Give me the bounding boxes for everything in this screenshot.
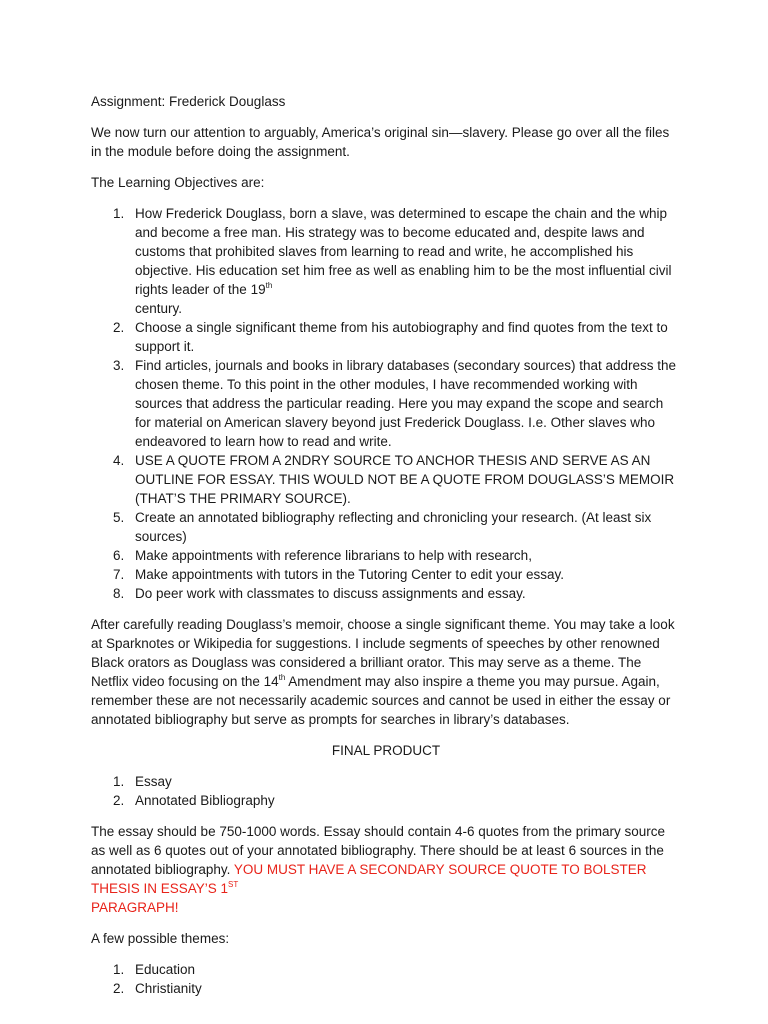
themes-heading: A few possible themes:: [91, 931, 230, 946]
list-item-text: Annotated Bibliography: [135, 793, 275, 808]
themes-list: [91, 960, 681, 998]
list-number: 2.: [113, 793, 125, 808]
final-product-list: [91, 772, 681, 810]
secondary-source-warning-continued: PARAGRAPH!: [91, 900, 179, 915]
list-number: 7.: [113, 567, 125, 582]
list-item-text: Education: [135, 962, 196, 977]
objectives-heading: The Learning Objectives are:: [91, 175, 265, 190]
list-item-text: USE A QUOTE FROM A 2NDRY SOURCE TO ANCHOR THESIS AND SERVE AS AN OUTLINE FOR ESSAY. THIS WOULD NOT BE A QUOTE FROM DOUGLASS’S MEMOIR (THAT’S THE PRIMARY SOURCE).: [135, 453, 675, 506]
list-item-text: How Frederick Douglass, born a slave, was determined to escape the chain and the whip and become a free man. His strategy was to become educated and, despite laws and customs that prohibited slaves from learning to read and write, he accomplished his objective. His education set him free as well as enabling him to be the most influential civil rights leader of the 19: [135, 206, 672, 297]
list-item: [91, 584, 681, 603]
list-item-text: Create an annotated bibliography reflecting and chronicling your research. (At least six sources): [135, 510, 652, 544]
superscript: th: [278, 673, 286, 682]
list-number: 5.: [113, 510, 125, 525]
list-number: 2.: [113, 320, 125, 335]
list-number: 6.: [113, 548, 125, 563]
document-title: Assignment: Frederick Douglass: [91, 94, 286, 109]
list-item-text: Essay: [135, 774, 172, 789]
list-number: 8.: [113, 586, 125, 601]
list-item: [91, 546, 681, 565]
list-number: 2.: [113, 981, 125, 996]
list-item: [91, 318, 681, 356]
list-item: [91, 791, 681, 810]
list-number: 4.: [113, 453, 125, 468]
list-item: [91, 960, 681, 979]
list-number: 3.: [113, 358, 125, 373]
final-product-heading: FINAL PRODUCT: [331, 743, 441, 758]
list-number: 1.: [113, 774, 125, 789]
list-item: [91, 204, 681, 318]
list-item-text: Choose a single significant theme from his autobiography and find quotes from the text to support it.: [135, 320, 668, 354]
list-item-text: Christianity: [135, 981, 202, 996]
list-item-text: Make appointments with tutors in the Tutoring Center to edit your essay.: [135, 567, 564, 582]
list-item: [91, 451, 681, 508]
list-item: [91, 565, 681, 584]
list-item: [91, 508, 681, 546]
list-number: 1.: [113, 962, 125, 977]
secondary-source-warning: YOU MUST HAVE A SECONDARY SOURCE QUOTE TO BOLSTER THESIS IN ESSAY’S 1: [91, 862, 647, 896]
objectives-list: [91, 204, 681, 603]
list-item: [91, 356, 681, 451]
list-item: [91, 979, 681, 998]
superscript: th: [265, 281, 273, 290]
list-item: [91, 772, 681, 791]
intro-paragraph: We now turn our attention to arguably, America’s original sin—slavery. Please go over all the files in the module before doing the assignment.: [91, 125, 670, 159]
theme-text: After carefully reading Douglass’s memoir, choose a single significant theme. You may take a look at Sparknotes or Wikipedia for suggestions. I include segments of speeches by other renowned Black orators as Douglass was considered a brilliant orator. This may serve as a theme. The Netflix video focusing on the 14: [91, 617, 675, 689]
list-number: 1.: [113, 206, 125, 221]
essay-requirements-paragraph: [91, 822, 681, 917]
theme-text-continued: Amendment may also inspire a theme you may pursue. Again, remember these are not necessarily academic sources and cannot be used in either the essay or annotated bibliography but serve as prompts for searches in library’s databases.: [91, 674, 671, 727]
list-item-text: Do peer work with classmates to discuss assignments and essay.: [135, 586, 526, 601]
list-item-text: Make appointments with reference librarians to help with research,: [135, 548, 532, 563]
superscript: ST: [228, 880, 239, 889]
theme-paragraph: [91, 615, 681, 729]
list-item-text-continued: century.: [135, 301, 183, 316]
list-item-text: Find articles, journals and books in library databases (secondary sources) that address the chosen theme. To this point in the other modules, I have recommended working with sources that address the particular reading. Here you may expand the scope and search for material on American slavery beyond just Frederick Douglass. I.e. Other slaves who endeavored to learn how to read and write.: [135, 358, 677, 449]
document-page: [91, 92, 681, 1010]
essay-requirements-text: The essay should be 750-1000 words. Essay should contain 4-6 quotes from the primary source as well as 6 quotes out of your annotated bibliography. There should be at least 6 sources in the annotated bibliography.: [91, 824, 666, 877]
